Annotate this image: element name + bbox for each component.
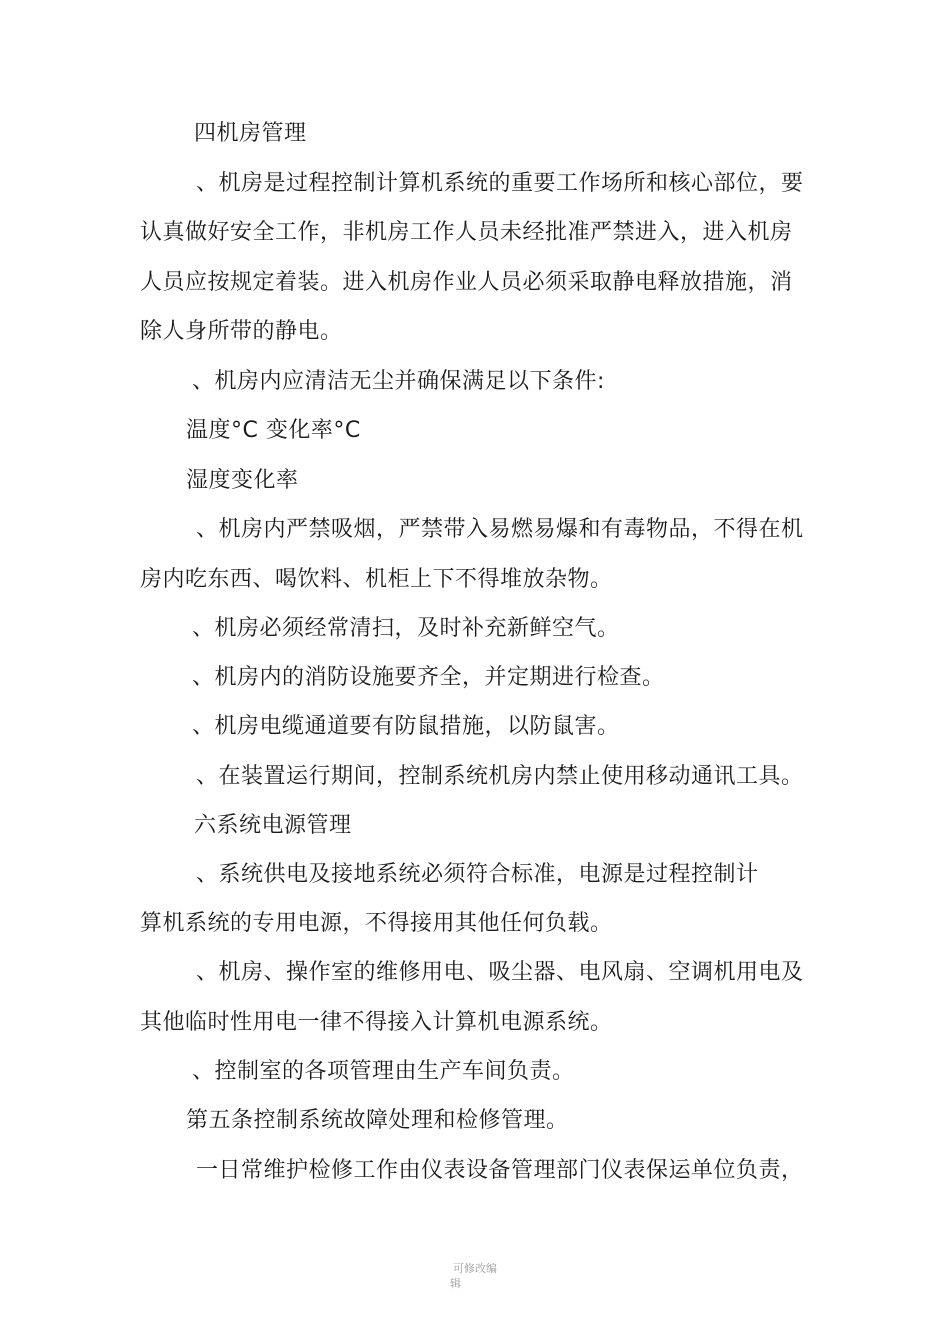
- paragraph-line: 算机系统的专用电源，不得接用其他任何负载。: [140, 911, 613, 936]
- section-heading: 四机房管理: [194, 121, 307, 146]
- paragraph-line: 、机房是过程控制计算机系统的重要工作场所和核心部位，要: [196, 171, 804, 196]
- paragraph-line: 房内吃东西、喝饮料、机柜上下不得堆放杂物。: [140, 567, 613, 592]
- paragraph-line: 其他临时性用电一律不得接入计算机电源系统。: [140, 1010, 613, 1035]
- footer-line: 可修改编: [453, 1262, 497, 1275]
- paragraph-line: 、机房电缆通道要有防鼠措施，以防鼠害。: [192, 714, 620, 739]
- paragraph-line: 、机房内严禁吸烟，严禁带入易燃易爆和有毒物品，不得在机: [196, 517, 804, 542]
- section-heading: 六系统电源管理: [194, 813, 352, 838]
- paragraph-line: 、机房必须经常清扫，及时补充新鲜空气。: [192, 616, 620, 641]
- paragraph-line: 、在装置运行期间，控制系统机房内禁止使用移动通讯工具。: [196, 764, 804, 789]
- paragraph-line: 湿度变化率: [186, 468, 299, 493]
- paragraph-line: 、机房内的消防设施要齐全，并定期进行检查。: [192, 665, 665, 690]
- paragraph-line: 一日常维护检修工作由仪表设备管理部门仪表保运单位负责，: [196, 1158, 804, 1183]
- footer-note: [435, 1261, 515, 1291]
- paragraph-line: 认真做好安全工作，非机房工作人员未经批准严禁进入，进入机房: [140, 220, 793, 245]
- footer-line: 辑: [450, 1277, 461, 1290]
- section-heading: 第五条控制系统故障处理和检修管理。: [186, 1108, 569, 1133]
- paragraph-line: 、机房内应清洁无尘并确保满足以下条件:: [192, 369, 605, 394]
- paragraph-line: 、系统供电及接地系统必须符合标准，电源是过程控制计: [196, 862, 759, 887]
- paragraph-line: 、控制室的各项管理由生产车间负责。: [192, 1059, 575, 1084]
- paragraph-line: 除人身所带的静电。: [140, 319, 343, 344]
- paragraph-line: 温度°C 变化率°C: [186, 418, 361, 443]
- paragraph-line: 人员应按规定着装。进入机房作业人员必须采取静电释放措施，消: [140, 270, 793, 295]
- paragraph-line: 、机房、操作室的维修用电、吸尘器、电风扇、空调机用电及: [196, 960, 804, 985]
